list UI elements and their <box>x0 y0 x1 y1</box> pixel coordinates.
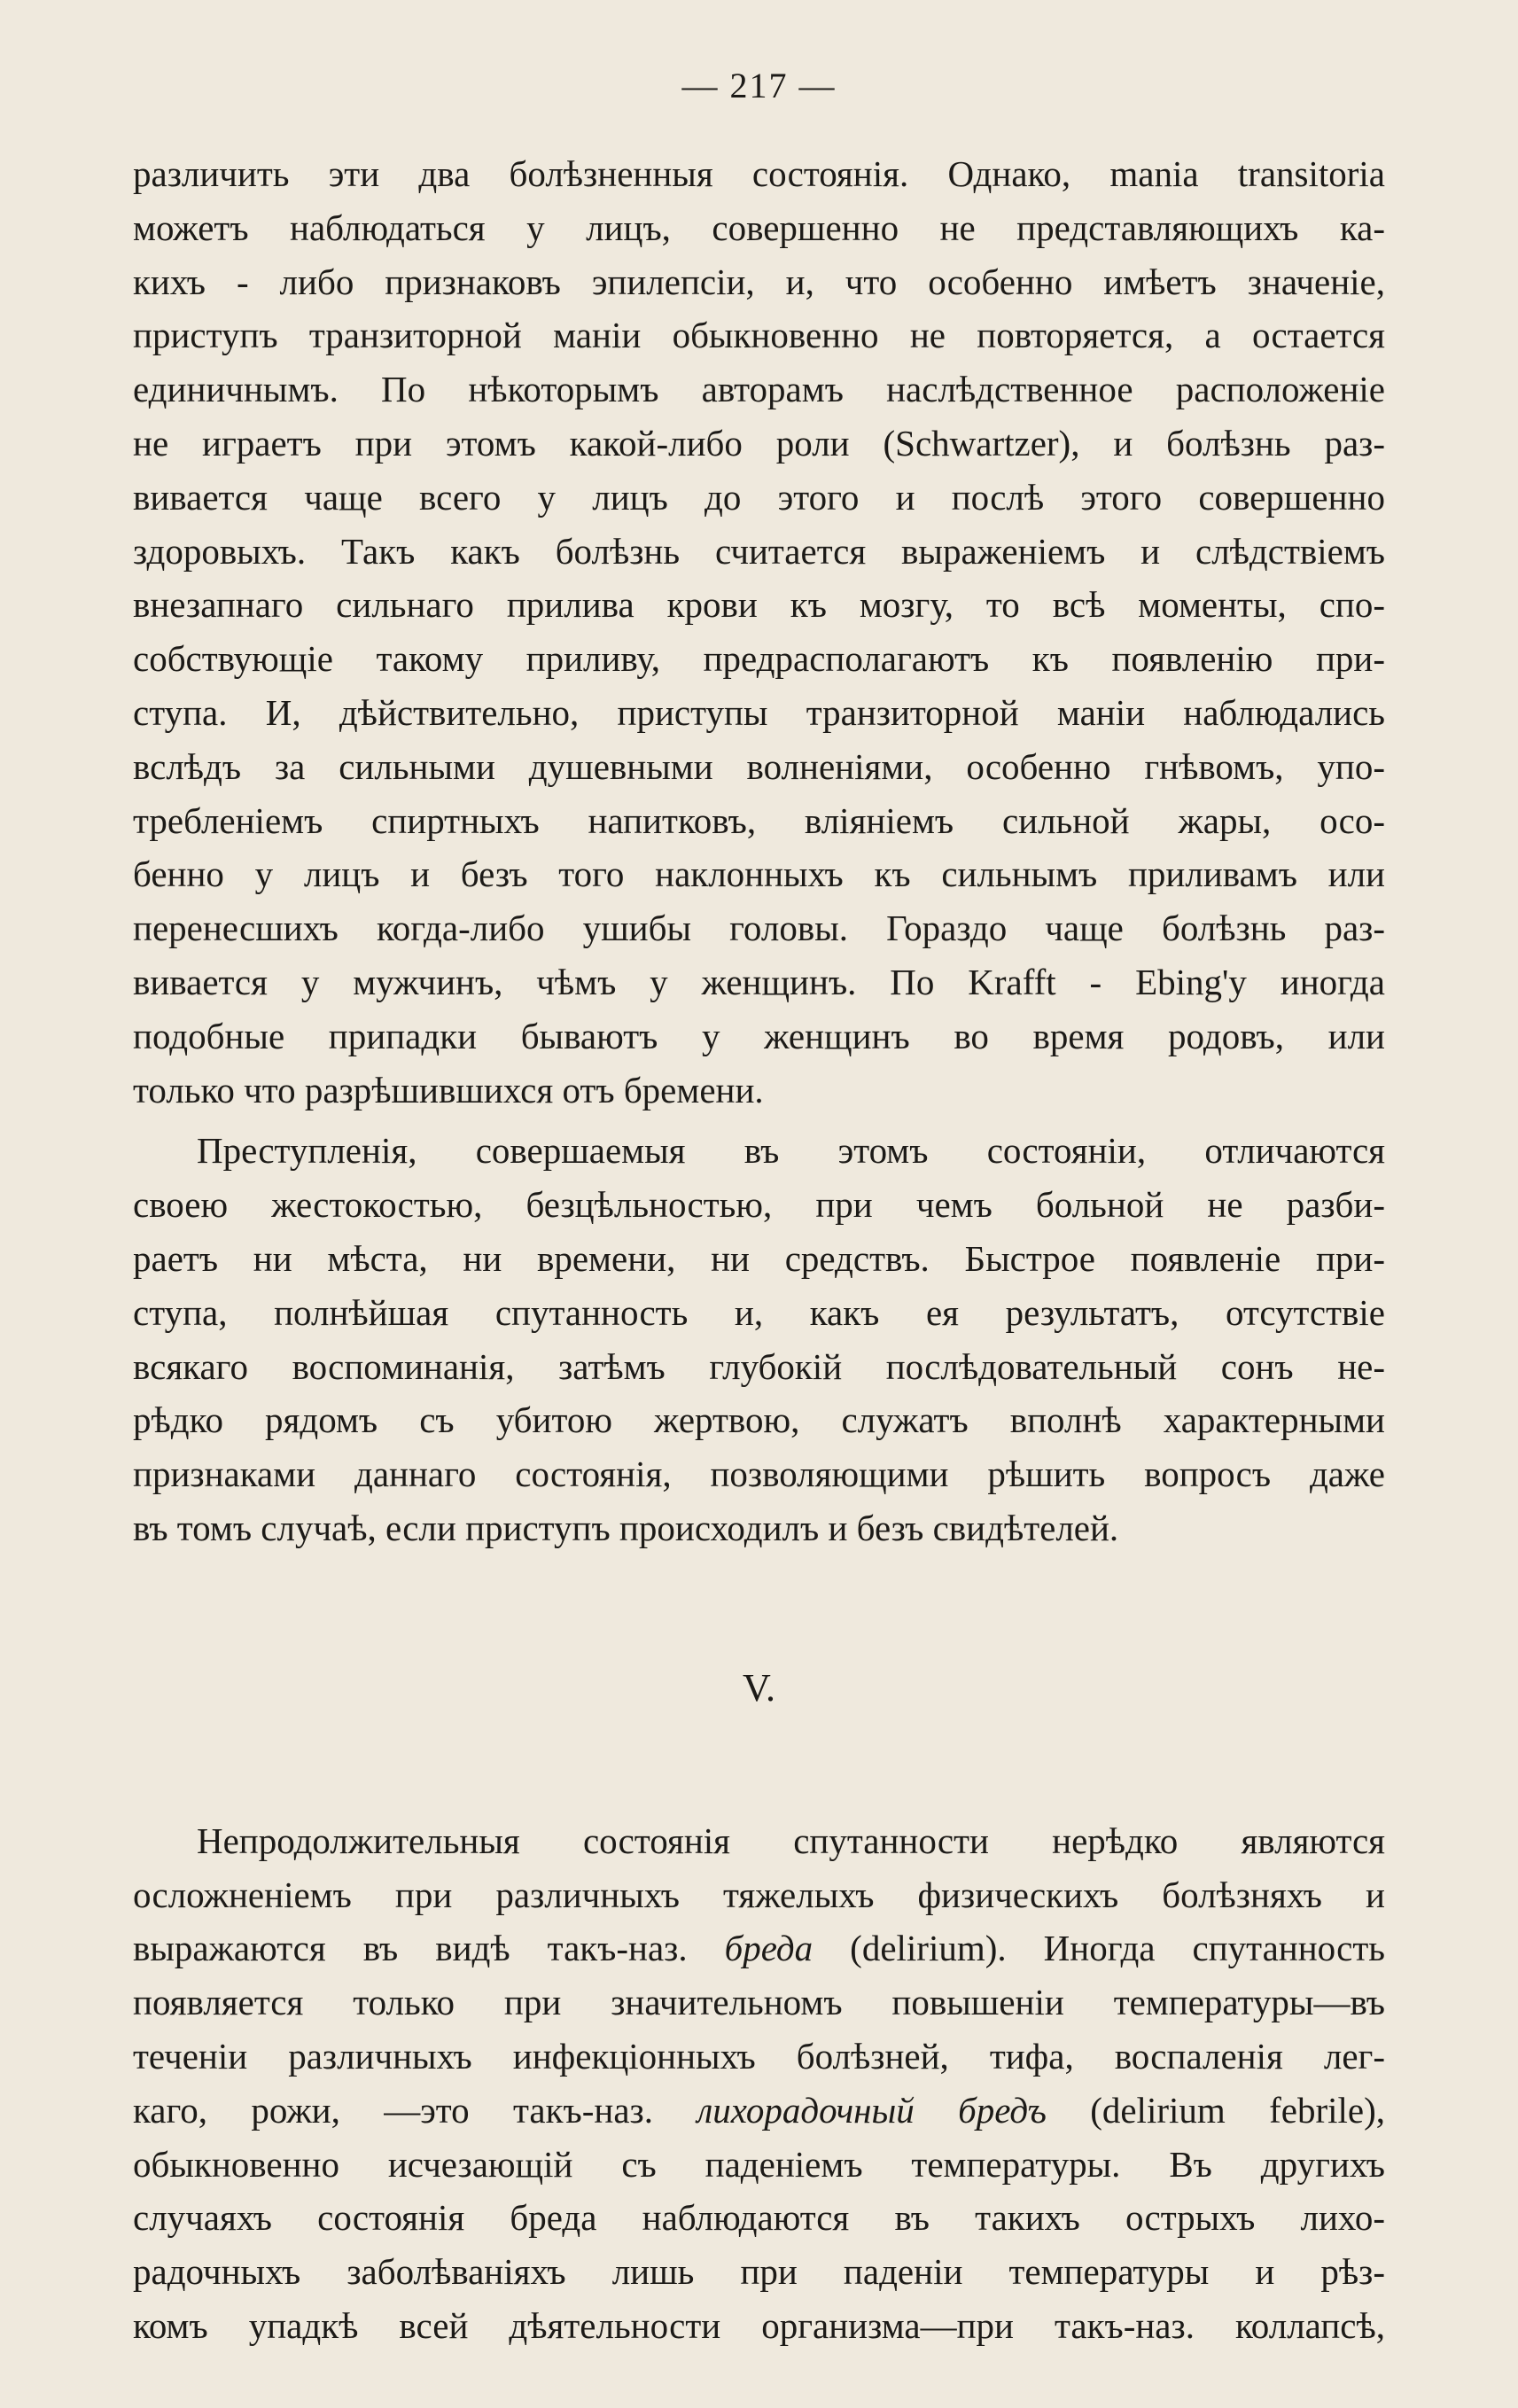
text-line: осложненіемъ при различныхъ тяжелыхъ физическихъ болѣзняхъ и <box>133 1874 1385 1915</box>
text-line: Непродолжительныя состоянія спутанности нерѣдко являются <box>197 1820 1385 1861</box>
text-line: приступъ транзиторной маніи обыкновенно не повторяется, а остается <box>133 315 1385 356</box>
text-line: теченіи различныхъ инфекціонныхъ болѣзней, тифа, воспаленія лег- <box>133 2035 1385 2077</box>
text-line: различить эти два болѣзненныя состоянія. Однако, mania transitoria <box>133 153 1385 194</box>
text-line: вслѣдъ за сильными душевными волненіями, особенно гнѣвомъ, упо- <box>133 745 1385 787</box>
text-line: всякаго воспоминанія, затѣмъ глубокій послѣдовательный сонъ не- <box>133 1345 1385 1387</box>
text-line: ступа. И, дѣйствительно, приступы транзиторной маніи наблюдались <box>133 691 1385 733</box>
text-line: бенно у лицъ и безъ того наклонныхъ къ сильнымъ приливамъ или <box>133 853 1385 895</box>
text-line: Преступленія, совершаемыя въ этомъ состояніи, отличаются <box>197 1130 1385 1172</box>
text-line: обыкновенно исчезающій съ паденіемъ температуры. Въ другихъ <box>133 2143 1385 2185</box>
text-line: комъ упадкѣ всей дѣятельности организма—при такъ-наз. коллапсѣ, <box>133 2304 1385 2346</box>
text-line: перенесшихъ когда-либо ушибы головы. Гораздо чаще болѣзнь раз- <box>133 908 1385 949</box>
text-line: своею жестокостью, безцѣльностью, при чемъ больной не разби- <box>133 1184 1385 1226</box>
text-line: единичнымъ. По нѣкоторымъ авторамъ наслѣдственное расположеніе <box>133 369 1385 410</box>
text-line: требленіемъ спиртныхъ напитковъ, вліяніемъ сильной жары, осо- <box>133 799 1385 841</box>
text-line: ступа, полнѣйшая спутанность и, какъ ея результатъ, отсутствіе <box>133 1291 1385 1333</box>
text-line: внезапнаго сильнаго прилива крови къ мозгу, то всѣ моменты, спо- <box>133 584 1385 626</box>
text-line: рѣдко рядомъ съ убитою жертвою, служатъ вполнѣ характерными <box>133 1399 1385 1441</box>
text-line: появляется только при значительномъ повышеніи температуры—въ <box>133 1982 1385 2023</box>
text-span: каго, рожи, —это такъ-наз. <box>133 2089 653 2131</box>
text-line: здоровыхъ. Такъ какъ болѣзнь считается выраженіемъ и слѣдствіемъ <box>133 530 1385 572</box>
text-line: раетъ ни мѣста, ни времени, ни средствъ. Быстрое появленіе при- <box>133 1237 1385 1279</box>
text-line: кихъ - либо признаковъ эпилепсіи, и, что особенно имѣетъ значеніе, <box>133 261 1385 302</box>
text-line <box>133 1921 1385 1975</box>
italic-term: бреда <box>724 1928 813 1969</box>
text-line: радочныхъ заболѣваніяхъ лишь при паденіи температуры и рѣз- <box>133 2251 1385 2293</box>
text-line: признаками даннаго состоянія, позволяющими рѣшить вопросъ даже <box>133 1453 1385 1495</box>
text-line <box>133 2084 1385 2138</box>
paragraph-3 <box>133 1814 1385 2353</box>
paragraph-2 <box>133 1124 1385 1555</box>
text-line: вивается у мужчинъ, чѣмъ у женщинъ. По Krafft - Ebing'у иногда <box>133 961 1385 1002</box>
text-line: въ томъ случаѣ, если приступъ происходилъ и безъ свидѣтелей. <box>133 1507 1119 1548</box>
paragraph-1 <box>133 147 1385 1117</box>
text-line: можетъ наблюдаться у лицъ, совершенно не представляющихъ ка- <box>133 207 1385 248</box>
text-span: (delirium). Иногда спутанность <box>850 1928 1385 1969</box>
text-line: вивается чаще всего у лицъ до этого и послѣ этого совершенно <box>133 476 1385 518</box>
text-line: только что разрѣшившихся отъ бремени. <box>133 1069 764 1110</box>
text-span: (delirium febrile), <box>1090 2089 1385 2131</box>
text-line: собствующіе такому приливу, предрасполагаютъ къ появленію при- <box>133 638 1385 680</box>
text-line: случаяхъ состоянія бреда наблюдаются въ такихъ острыхъ лихо- <box>133 2197 1385 2239</box>
page-number: — 217 — <box>681 66 837 105</box>
italic-term: лихорадочный бредъ <box>697 2089 1047 2131</box>
text-line: не играетъ при этомъ какой-либо роли (Schwartzer), и болѣзнь раз- <box>133 422 1385 464</box>
text-span: выражаются въ видѣ такъ-наз. <box>133 1928 688 1969</box>
section-heading: V. <box>742 1665 776 1710</box>
text-line: подобные припадки бываютъ у женщинъ во время родовъ, или <box>133 1015 1385 1056</box>
